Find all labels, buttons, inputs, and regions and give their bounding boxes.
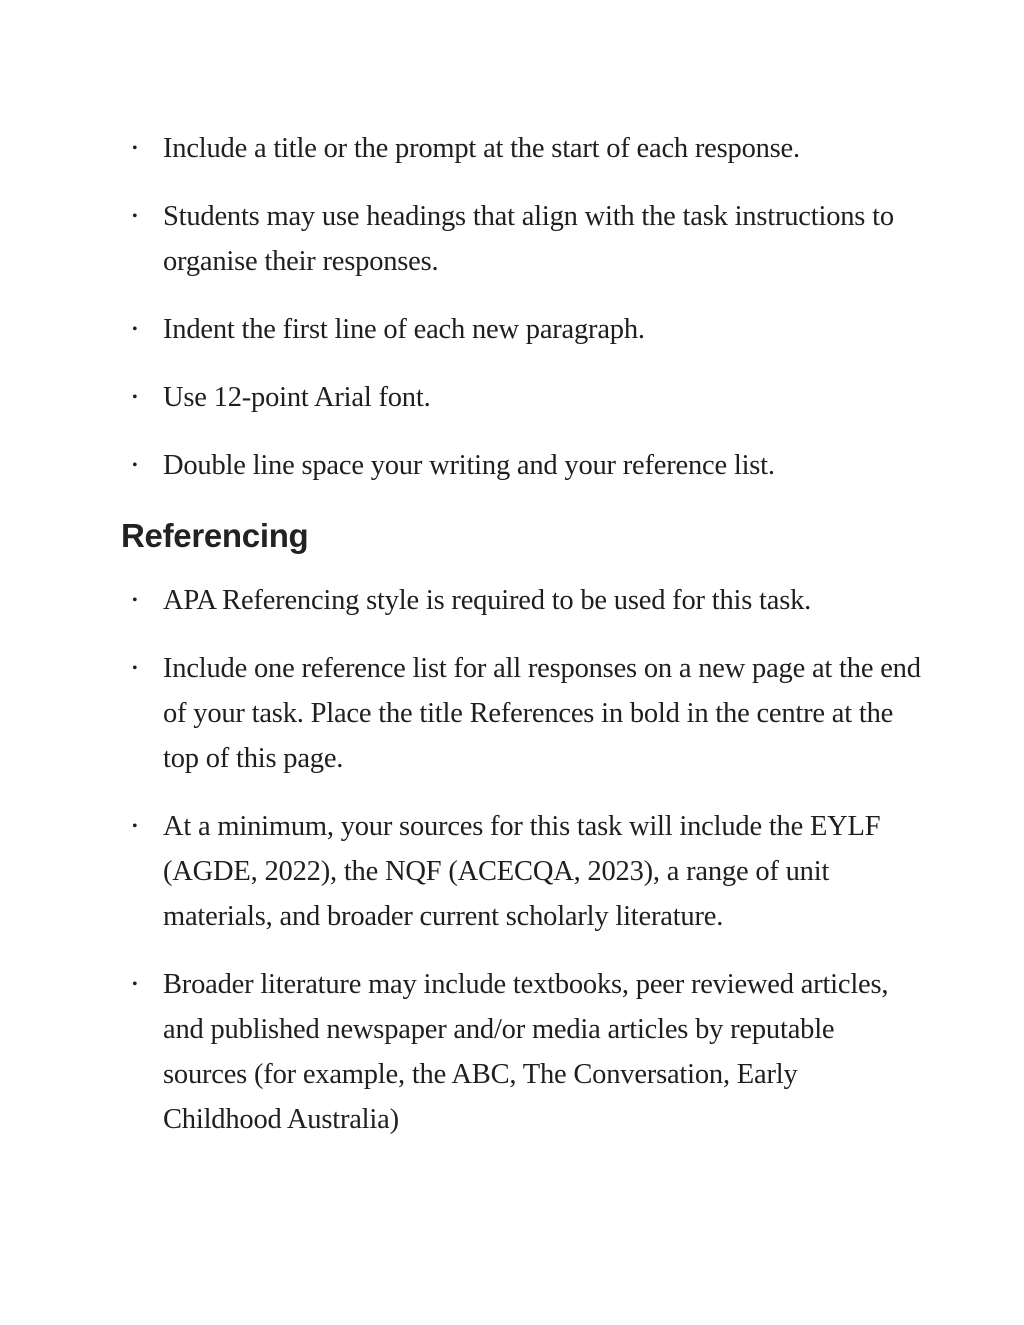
list-item	[121, 962, 921, 1142]
list-item	[121, 126, 921, 171]
bullet-icon: •	[132, 592, 138, 609]
list-item-text: Indent the first line of each new paragraph.	[163, 314, 645, 345]
list-item-text: At a minimum, your sources for this task will include the EYLF (AGDE, 2022), the NQF (ACECQA, 2023), a range of unit materials, and broader current scholarly literature.	[163, 811, 881, 932]
list-item	[121, 804, 921, 939]
list-item-text: Students may use headings that align with the task instructions to organise their responses.	[163, 201, 894, 277]
bullet-icon: •	[132, 208, 138, 225]
list-item-text: Double line space your writing and your reference list.	[163, 450, 775, 481]
list-item	[121, 307, 921, 352]
list-item-text: Include one reference list for all responses on a new page at the end of your task. Place the title References in bold in the centre at the top of this page.	[163, 653, 921, 774]
bullet-icon: •	[132, 660, 138, 677]
list-item	[121, 194, 921, 284]
referencing-list	[121, 578, 921, 1142]
bullet-icon: •	[132, 818, 138, 835]
section-heading-referencing: Referencing	[121, 517, 309, 554]
list-item	[121, 443, 921, 488]
list-item-text: Include a title or the prompt at the start of each response.	[163, 133, 800, 164]
bullet-icon: •	[132, 321, 138, 338]
bullet-icon: •	[132, 976, 138, 993]
list-item	[121, 375, 921, 420]
bullet-icon: •	[132, 140, 138, 157]
bullet-icon: •	[132, 389, 138, 406]
document-page	[121, 126, 921, 1165]
list-item-text: APA Referencing style is required to be used for this task.	[163, 585, 812, 616]
list-item	[121, 646, 921, 781]
formatting-list	[121, 126, 921, 488]
list-item-text: Use 12-point Arial font.	[163, 382, 431, 413]
list-item	[121, 578, 921, 623]
list-item-text: Broader literature may include textbooks, peer reviewed articles, and published newspaper and/or media articles by reputable sources (for example, the ABC, The Conversation, Early Childhood Australia)	[163, 969, 889, 1135]
bullet-icon: •	[132, 457, 138, 474]
